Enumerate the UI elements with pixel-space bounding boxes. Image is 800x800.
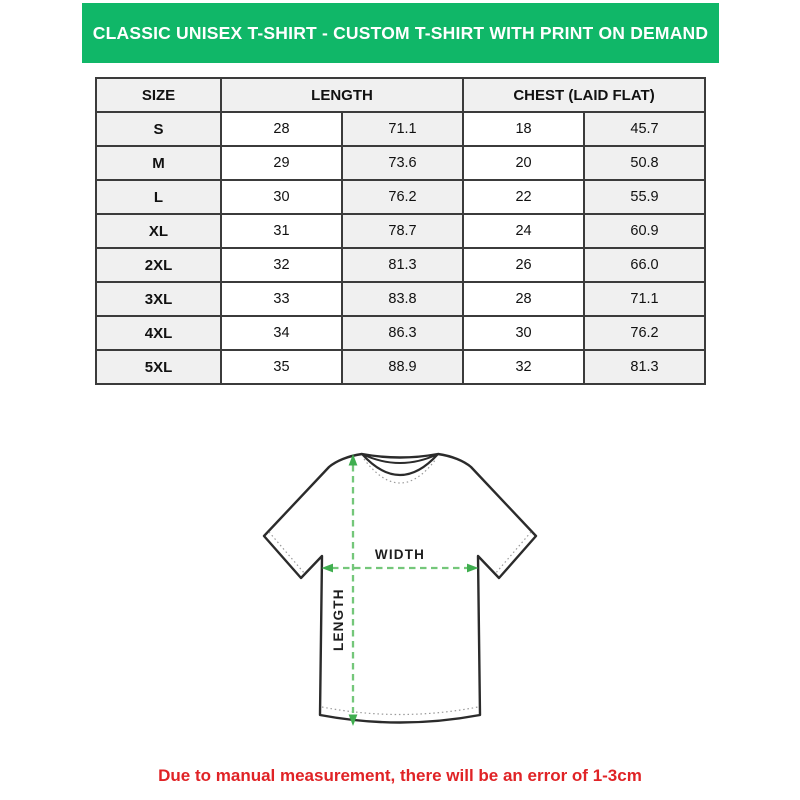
size-cell: S: [96, 112, 221, 146]
table-row: [96, 180, 705, 214]
size-cell: XL: [96, 214, 221, 248]
size-cell: 4XL: [96, 316, 221, 350]
length-in-cell: 28: [221, 112, 342, 146]
table-row: [96, 350, 705, 384]
size-cell: M: [96, 146, 221, 180]
table-row: [96, 282, 705, 316]
chest-cm-cell: 81.3: [584, 350, 705, 384]
tshirt-outline: [264, 454, 536, 723]
col-header-size: SIZE: [96, 78, 221, 112]
length-in-cell: 32: [221, 248, 342, 282]
chest-in-cell: 32: [463, 350, 584, 384]
length-in-cell: 33: [221, 282, 342, 316]
length-in-cell: 29: [221, 146, 342, 180]
chest-cm-cell: 45.7: [584, 112, 705, 146]
chest-cm-cell: 71.1: [584, 282, 705, 316]
page-title: CLASSIC UNISEX T-SHIRT - CUSTOM T-SHIRT WITH PRINT ON DEMAND: [92, 22, 709, 43]
size-cell: 5XL: [96, 350, 221, 384]
chest-in-cell: 26: [463, 248, 584, 282]
chest-in-cell: 28: [463, 282, 584, 316]
table-row: [96, 146, 705, 180]
length-cm-cell: 81.3: [342, 248, 463, 282]
chest-in-cell: 18: [463, 112, 584, 146]
width-label: WIDTH: [374, 547, 426, 562]
length-cm-cell: 86.3: [342, 316, 463, 350]
length-cm-cell: 83.8: [342, 282, 463, 316]
chest-cm-cell: 50.8: [584, 146, 705, 180]
chest-cm-cell: 55.9: [584, 180, 705, 214]
table-row: [96, 248, 705, 282]
col-header-chest: CHEST (LAID FLAT): [463, 78, 705, 112]
table-row: [96, 214, 705, 248]
length-in-cell: 30: [221, 180, 342, 214]
title-banner: [82, 3, 719, 63]
size-table: [95, 77, 706, 385]
tshirt-diagram: [250, 445, 550, 755]
length-cm-cell: 73.6: [342, 146, 463, 180]
chest-cm-cell: 60.9: [584, 214, 705, 248]
measurement-note: Due to manual measurement, there will be an error of 1-3cm: [158, 766, 642, 785]
length-in-cell: 35: [221, 350, 342, 384]
table-header-row: [96, 78, 705, 112]
col-header-length: LENGTH: [221, 78, 463, 112]
length-cm-cell: 76.2: [342, 180, 463, 214]
size-cell: L: [96, 180, 221, 214]
table-row: [96, 316, 705, 350]
chest-cm-cell: 66.0: [584, 248, 705, 282]
size-cell: 3XL: [96, 282, 221, 316]
chest-in-cell: 24: [463, 214, 584, 248]
chest-in-cell: 30: [463, 316, 584, 350]
chest-cm-cell: 76.2: [584, 316, 705, 350]
length-cm-cell: 88.9: [342, 350, 463, 384]
length-in-cell: 34: [221, 316, 342, 350]
length-label: LENGTH: [331, 588, 346, 651]
length-cm-cell: 71.1: [342, 112, 463, 146]
size-cell: 2XL: [96, 248, 221, 282]
length-cm-cell: 78.7: [342, 214, 463, 248]
table-row: [96, 112, 705, 146]
chest-in-cell: 22: [463, 180, 584, 214]
length-in-cell: 31: [221, 214, 342, 248]
chest-in-cell: 20: [463, 146, 584, 180]
